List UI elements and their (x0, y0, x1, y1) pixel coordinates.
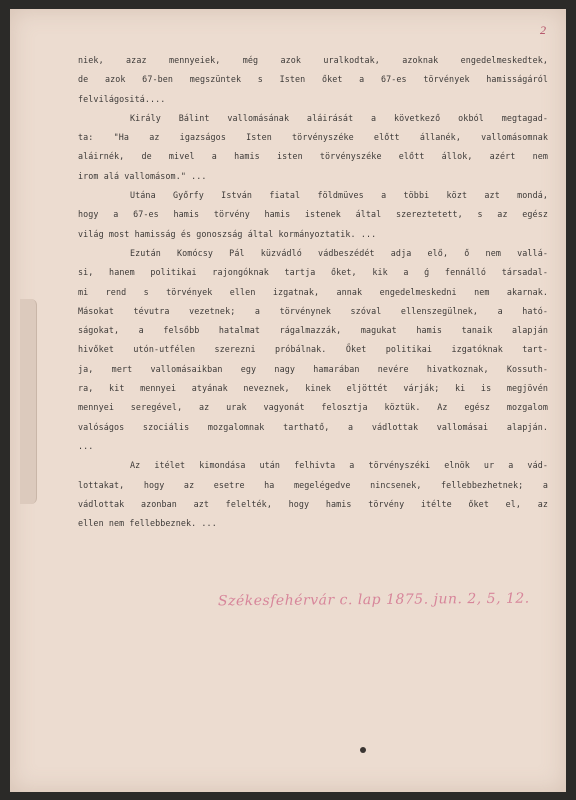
text-line: lottakat, hogy az esetre ha megelégedve nincsenek, fellebbezhetnek; a (78, 479, 548, 490)
paragraph-1 (78, 51, 548, 109)
text-line: világ most hamisság és gonoszság által kormányoztatik. ... (78, 228, 377, 239)
paragraph-4 (78, 244, 548, 456)
text-line: ra, kit mennyei atyának neveznek, kinek eljöttét várják; ki is megjövén (78, 383, 548, 394)
text-line: ellen nem fellebbeznek. ... (78, 518, 217, 529)
text-line: ta: "Ha az igazságos Isten törvényszéke előtt állanék, vallomásomnak (78, 132, 548, 143)
text-line: Az itélet kimondása után felhivta a törvényszéki elnök ur a vád- (130, 460, 548, 471)
text-line: hogy a 67-es hamis törvény hamis istenek által szereztetett, s az egész (78, 209, 548, 220)
text-line: ... (78, 440, 94, 451)
text-line: ságokat, a felsőbb hatalmat rágalmazzák, magukat hamis tanaik alapján (78, 325, 548, 336)
text-line: aláirnék, de mivel a hamis isten törvényszéke előtt állok, azért nem (78, 151, 548, 162)
text-line: niek, azaz mennyeiek, még azok uralkodtak, azoknak engedelmeskedtek, (78, 55, 548, 65)
text-line: si, hanem politikai rajongóknak tartja őket, kik a ǵ fennálló társadal- (78, 267, 548, 278)
text-line: de azok 67-ben megszüntek s Isten őket a 67-es törvények hamisságáról (78, 74, 548, 85)
handwritten-source-note: Székesfehérvár c. lap 1875. jun. 2, 5, 12. (217, 590, 530, 610)
text-line: vádlottak azonban azt felelték, hogy hamis törvény itélte őket el, az (78, 498, 548, 509)
text-line: irom alá vallomásom." ... (78, 170, 207, 181)
torn-edge (20, 299, 37, 504)
document-page (10, 9, 566, 792)
ink-dot (360, 747, 366, 753)
text-line: ja, mert vallomásaikban egy nagy hamarában nevére hivatkoznak, Kossuth- (78, 363, 548, 374)
text-line: hivőket utón-utfélen szerezni próbálnak. Őket politikai izgatóknak tart- (78, 344, 548, 355)
text-line: mennyei seregével, az urak vagyonát felosztja köztük. Az egész mozgalom (78, 402, 548, 413)
text-line: Ezután Komócsy Pál küzvádló vádbeszédét adja elő, ő nem vallá- (130, 247, 548, 258)
page-number: 2 (540, 23, 546, 37)
text-line: Másokat tévutra vezetnek; a törvénynek szóval ellenszegülnek, a ható- (78, 305, 548, 316)
paragraph-5 (78, 456, 548, 533)
text-line: Utána Győrfy István fiatal földmüves a többi közt azt mondá, (130, 190, 548, 201)
text-line: mi rend s törvények ellen izgatnak, annak engedelmeskedni nem akarnak. (78, 286, 548, 297)
text-line: valóságos szociális mozgalomnak tarthatő, a vádlottak vallomásai alapján. (78, 421, 548, 432)
text-line: felvilágositá.... (78, 93, 166, 104)
paragraph-2 (78, 109, 548, 186)
text-line: Király Bálint vallomásának aláirását a következő okból megtagad- (130, 112, 548, 123)
typewritten-text (78, 51, 548, 533)
paragraph-3 (78, 186, 548, 244)
